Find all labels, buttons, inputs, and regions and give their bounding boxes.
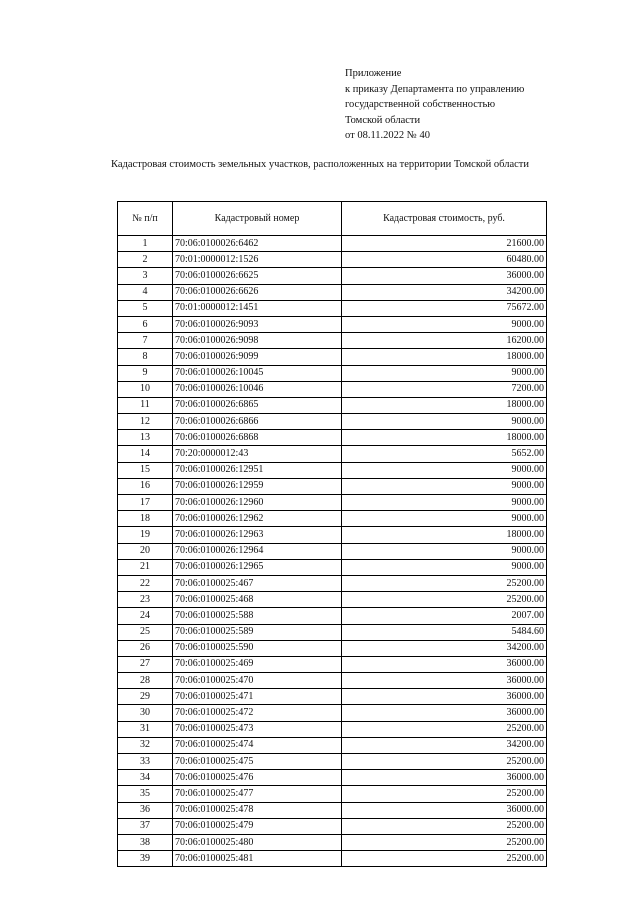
table-body xyxy=(118,236,547,867)
table-row xyxy=(118,446,547,462)
table-row xyxy=(118,543,547,559)
cadastral-number: 70:06:0100026:6866 xyxy=(173,414,342,430)
row-number: 33 xyxy=(118,754,173,770)
row-number: 22 xyxy=(118,575,173,591)
row-number: 3 xyxy=(118,268,173,284)
column-header-cadastral-value: Кадастровая стоимость, руб. xyxy=(342,202,547,236)
table-row xyxy=(118,673,547,689)
cadastral-value: 9000.00 xyxy=(342,511,547,527)
table-row xyxy=(118,754,547,770)
row-number: 9 xyxy=(118,365,173,381)
row-number: 23 xyxy=(118,592,173,608)
cadastral-number: 70:06:0100026:9098 xyxy=(173,333,342,349)
cadastral-value: 25200.00 xyxy=(342,786,547,802)
cadastral-value: 25200.00 xyxy=(342,721,547,737)
row-number: 19 xyxy=(118,527,173,543)
cadastral-number: 70:06:0100025:590 xyxy=(173,640,342,656)
header-line: Томской области xyxy=(345,114,421,126)
table-row xyxy=(118,640,547,656)
cadastral-value: 25200.00 xyxy=(342,754,547,770)
row-number: 21 xyxy=(118,559,173,575)
row-number: 15 xyxy=(118,462,173,478)
table-row xyxy=(118,300,547,316)
row-number: 13 xyxy=(118,430,173,446)
cadastral-number: 70:06:0100026:6625 xyxy=(173,268,342,284)
table-row xyxy=(118,284,547,300)
row-number: 18 xyxy=(118,511,173,527)
table-row xyxy=(118,656,547,672)
row-number: 30 xyxy=(118,705,173,721)
cadastral-value: 9000.00 xyxy=(342,365,547,381)
cadastral-number: 70:06:0100025:475 xyxy=(173,754,342,770)
table-row xyxy=(118,770,547,786)
cadastral-number: 70:06:0100025:589 xyxy=(173,624,342,640)
row-number: 14 xyxy=(118,446,173,462)
row-number: 37 xyxy=(118,818,173,834)
table-row xyxy=(118,802,547,818)
cadastral-number: 70:06:0100025:480 xyxy=(173,834,342,850)
cadastral-value: 75672.00 xyxy=(342,300,547,316)
table-row xyxy=(118,689,547,705)
cadastral-number: 70:06:0100025:473 xyxy=(173,721,342,737)
table-row xyxy=(118,495,547,511)
row-number: 20 xyxy=(118,543,173,559)
cadastral-number: 70:06:0100026:9099 xyxy=(173,349,342,365)
row-number: 11 xyxy=(118,397,173,413)
table-row xyxy=(118,851,547,867)
row-number: 27 xyxy=(118,656,173,672)
row-number: 35 xyxy=(118,786,173,802)
cadastral-value: 7200.00 xyxy=(342,381,547,397)
row-number: 32 xyxy=(118,737,173,753)
header-line: государственной собственностью xyxy=(345,99,496,110)
cadastral-number: 70:06:0100026:12964 xyxy=(173,543,342,559)
cadastral-value: 9000.00 xyxy=(342,495,547,511)
table-row xyxy=(118,559,547,575)
table-row xyxy=(118,721,547,737)
table-row xyxy=(118,624,547,640)
row-number: 5 xyxy=(118,300,173,316)
cadastral-number: 70:06:0100025:471 xyxy=(173,689,342,705)
cadastral-value: 25200.00 xyxy=(342,834,547,850)
cadastral-number: 70:06:0100025:474 xyxy=(173,737,342,753)
cadastral-value: 36000.00 xyxy=(342,656,547,672)
column-header-cadastral-number: Кадастровый номер xyxy=(173,202,342,236)
cadastral-number: 70:06:0100026:12951 xyxy=(173,462,342,478)
cadastral-value: 36000.00 xyxy=(342,268,547,284)
table-row xyxy=(118,252,547,268)
header-line: Приложение xyxy=(345,68,402,79)
table-row xyxy=(118,705,547,721)
row-number: 10 xyxy=(118,381,173,397)
table-row xyxy=(118,511,547,527)
cadastral-number: 70:20:0000012:43 xyxy=(173,446,342,462)
row-number: 25 xyxy=(118,624,173,640)
document-title: Кадастровая стоимость земельных участков, расположенных на территории Томской области xyxy=(111,159,529,170)
row-number: 28 xyxy=(118,673,173,689)
row-number: 6 xyxy=(118,316,173,332)
cadastral-number: 70:06:0100025:472 xyxy=(173,705,342,721)
table-row xyxy=(118,365,547,381)
row-number: 29 xyxy=(118,689,173,705)
cadastral-value: 9000.00 xyxy=(342,462,547,478)
table-row xyxy=(118,349,547,365)
row-number: 2 xyxy=(118,252,173,268)
table-row xyxy=(118,478,547,494)
cadastral-value: 34200.00 xyxy=(342,737,547,753)
table-row xyxy=(118,414,547,430)
row-number: 38 xyxy=(118,834,173,850)
cadastral-number: 70:06:0100025:588 xyxy=(173,608,342,624)
table-row xyxy=(118,462,547,478)
cadastral-value: 5652.00 xyxy=(342,446,547,462)
table-row xyxy=(118,575,547,591)
cadastral-value: 18000.00 xyxy=(342,349,547,365)
cadastral-value-table xyxy=(117,201,547,867)
cadastral-number: 70:06:0100026:12963 xyxy=(173,527,342,543)
row-number: 7 xyxy=(118,333,173,349)
cadastral-value: 25200.00 xyxy=(342,818,547,834)
cadastral-number: 70:06:0100025:479 xyxy=(173,818,342,834)
cadastral-value: 9000.00 xyxy=(342,559,547,575)
cadastral-value: 18000.00 xyxy=(342,397,547,413)
row-number: 31 xyxy=(118,721,173,737)
row-number: 4 xyxy=(118,284,173,300)
table-row xyxy=(118,268,547,284)
row-number: 34 xyxy=(118,770,173,786)
cadastral-value: 25200.00 xyxy=(342,575,547,591)
cadastral-value: 18000.00 xyxy=(342,430,547,446)
cadastral-value: 18000.00 xyxy=(342,527,547,543)
cadastral-value: 34200.00 xyxy=(342,284,547,300)
cadastral-number: 70:06:0100026:6865 xyxy=(173,397,342,413)
table-row xyxy=(118,527,547,543)
cadastral-value: 36000.00 xyxy=(342,802,547,818)
column-header-number: № п/п xyxy=(118,202,173,236)
cadastral-value: 25200.00 xyxy=(342,592,547,608)
row-number: 12 xyxy=(118,414,173,430)
cadastral-number: 70:06:0100026:6868 xyxy=(173,430,342,446)
cadastral-value: 60480.00 xyxy=(342,252,547,268)
table-row xyxy=(118,592,547,608)
row-number: 17 xyxy=(118,495,173,511)
cadastral-value: 9000.00 xyxy=(342,543,547,559)
cadastral-number: 70:06:0100026:9093 xyxy=(173,316,342,332)
cadastral-value: 9000.00 xyxy=(342,414,547,430)
table-row xyxy=(118,381,547,397)
row-number: 1 xyxy=(118,236,173,252)
header-line: к приказу Департамента по управлению xyxy=(345,83,525,95)
cadastral-number: 70:06:0100025:481 xyxy=(173,851,342,867)
row-number: 39 xyxy=(118,851,173,867)
appendix-header xyxy=(345,66,524,144)
cadastral-number: 70:06:0100026:6626 xyxy=(173,284,342,300)
table-row xyxy=(118,397,547,413)
table-row xyxy=(118,786,547,802)
table-row xyxy=(118,608,547,624)
cadastral-number: 70:06:0100026:6462 xyxy=(173,236,342,252)
cadastral-value: 25200.00 xyxy=(342,851,547,867)
cadastral-number: 70:06:0100025:470 xyxy=(173,673,342,689)
row-number: 26 xyxy=(118,640,173,656)
row-number: 8 xyxy=(118,349,173,365)
table-row xyxy=(118,737,547,753)
cadastral-value: 5484.60 xyxy=(342,624,547,640)
cadastral-value: 36000.00 xyxy=(342,673,547,689)
cadastral-value: 9000.00 xyxy=(342,316,547,332)
cadastral-value: 9000.00 xyxy=(342,478,547,494)
cadastral-number: 70:06:0100025:469 xyxy=(173,656,342,672)
header-line: от 08.11.2022 № 40 xyxy=(345,130,430,141)
cadastral-number: 70:06:0100025:467 xyxy=(173,575,342,591)
cadastral-number: 70:06:0100025:478 xyxy=(173,802,342,818)
cadastral-number: 70:01:0000012:1526 xyxy=(173,252,342,268)
table-row xyxy=(118,333,547,349)
cadastral-number: 70:01:0000012:1451 xyxy=(173,300,342,316)
cadastral-number: 70:06:0100026:12962 xyxy=(173,511,342,527)
row-number: 16 xyxy=(118,478,173,494)
cadastral-number: 70:06:0100025:476 xyxy=(173,770,342,786)
cadastral-value: 36000.00 xyxy=(342,770,547,786)
cadastral-value: 21600.00 xyxy=(342,236,547,252)
cadastral-number: 70:06:0100026:12960 xyxy=(173,495,342,511)
table-row xyxy=(118,316,547,332)
cadastral-value: 16200.00 xyxy=(342,333,547,349)
cadastral-number: 70:06:0100026:10046 xyxy=(173,381,342,397)
cadastral-number: 70:06:0100026:12959 xyxy=(173,478,342,494)
cadastral-value: 36000.00 xyxy=(342,705,547,721)
cadastral-number: 70:06:0100025:468 xyxy=(173,592,342,608)
cadastral-number: 70:06:0100025:477 xyxy=(173,786,342,802)
table-row xyxy=(118,818,547,834)
row-number: 36 xyxy=(118,802,173,818)
row-number: 24 xyxy=(118,608,173,624)
table-row xyxy=(118,834,547,850)
cadastral-number: 70:06:0100026:10045 xyxy=(173,365,342,381)
cadastral-value: 36000.00 xyxy=(342,689,547,705)
table-row xyxy=(118,430,547,446)
table-row xyxy=(118,236,547,252)
table-header-row xyxy=(118,202,547,236)
cadastral-value: 34200.00 xyxy=(342,640,547,656)
cadastral-number: 70:06:0100026:12965 xyxy=(173,559,342,575)
cadastral-value: 2007.00 xyxy=(342,608,547,624)
